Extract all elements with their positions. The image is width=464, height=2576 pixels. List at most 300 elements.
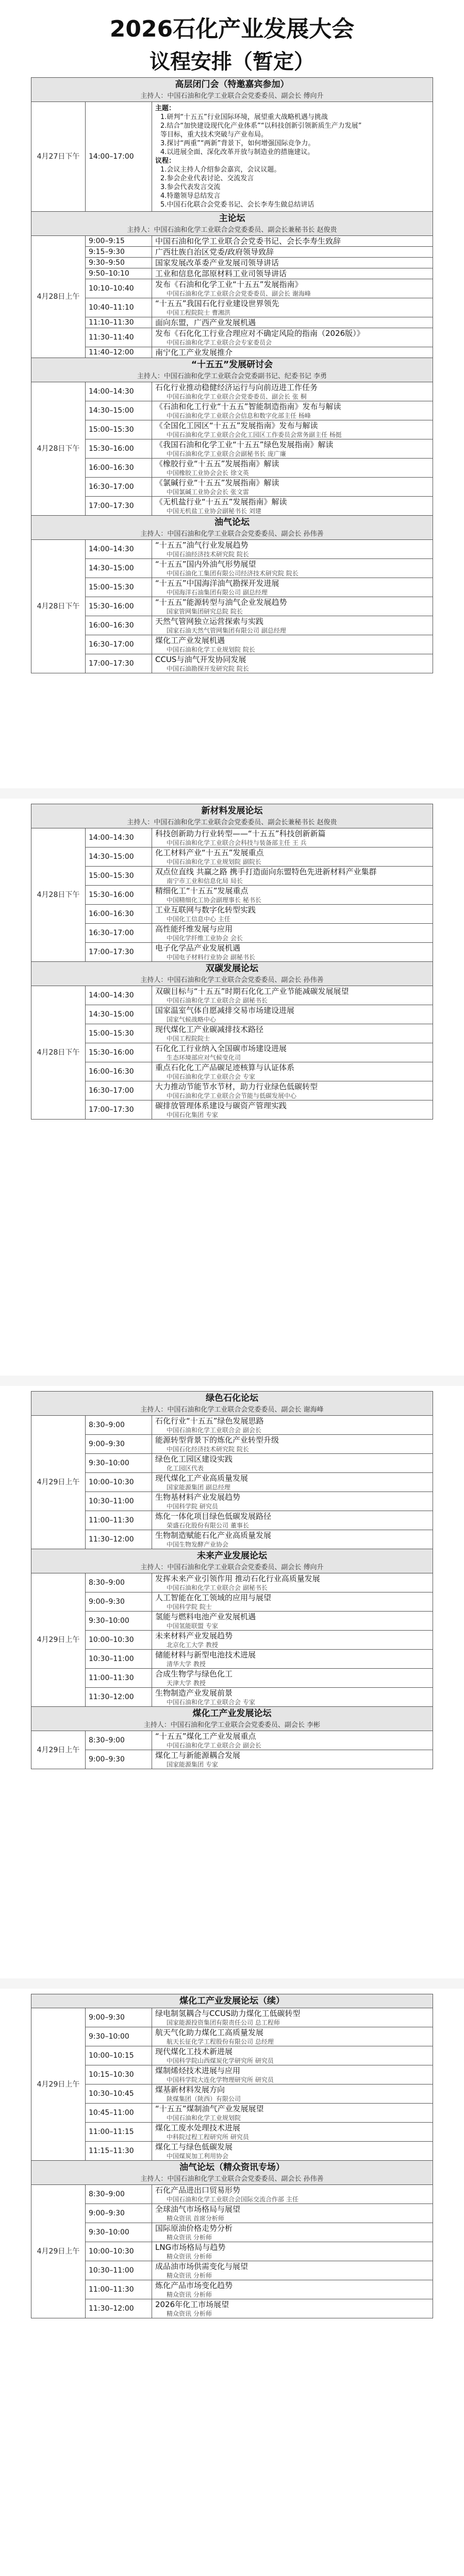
agenda-row — [31, 2123, 433, 2142]
session-time: 14:30–15:00 — [86, 1005, 152, 1024]
session-title: 炼化一体化项目绿色低碳发展路径 — [155, 1512, 272, 1521]
session-content — [152, 1416, 433, 1435]
session-title: 双碳目标与“十五五”时期石化化工产业节能减碳发展展望 — [155, 987, 349, 996]
section-title: 未来产业发展论坛 — [197, 1551, 267, 1561]
session-date: 4月28日下午 — [31, 828, 86, 962]
session-title: 《氯碱行业“十五五”发展指南》解读 — [155, 478, 279, 487]
theme-line: 2.结合“加快建设现代化产业体系”“以科技创新引领新质生产力发展” — [160, 122, 362, 130]
session-content — [152, 236, 433, 247]
agenda-row — [31, 540, 433, 559]
session-content — [152, 2280, 433, 2299]
speaker: 国家管网集团研究总院 院长 — [167, 608, 243, 615]
session-date: 4月28日上午 — [31, 236, 86, 358]
theme-line: 4.以进展全面、深化改革开放与制造业的措施建议。 — [160, 148, 314, 156]
session-content — [152, 943, 433, 962]
session-content — [152, 848, 433, 867]
session-time: 10:00–10:30 — [86, 1473, 152, 1492]
speaker: 中国石油和化学工业联合会 副会长 — [167, 1742, 261, 1749]
schedule-table — [31, 1994, 433, 2318]
speaker: 中国氯碱工业协会会长 张文雷 — [167, 488, 249, 496]
agenda-row — [31, 247, 433, 258]
speaker: 南宁市工业和信息化局 局长 — [167, 877, 243, 885]
session-title: “十五五”中国海洋油气勘探开发进展 — [155, 579, 279, 588]
agenda-row — [31, 1511, 433, 1530]
session-content — [152, 1592, 433, 1612]
session-title: “十五五”能源转型与油气企业发展趋势 — [155, 598, 287, 607]
speaker: 中国石油和化学工业规划院 — [167, 2114, 241, 2122]
agenda-row — [31, 459, 433, 478]
session-time: 9:50–10:10 — [86, 268, 152, 279]
speaker: 中国科学院 院士 — [167, 1603, 212, 1611]
agenda-row — [31, 1435, 433, 1454]
session-time: 16:00–16:30 — [86, 1062, 152, 1081]
session-title: 国家发展改革委产业发展司领导讲话 — [155, 258, 279, 267]
session-title: 石化化工行业纳入全国碳市场建设进展 — [155, 1044, 287, 1053]
session-title: 人工智能在化工领域的应用与展望 — [155, 1593, 272, 1602]
session-content — [152, 258, 433, 268]
session-content — [152, 540, 433, 559]
speaker: 中国石油和化学工业联合会党委委员、副会长 张 桐 — [167, 393, 307, 400]
agenda-row — [31, 2065, 433, 2084]
session-time: 14:30–15:00 — [86, 848, 152, 867]
section-title: 绿色石化论坛 — [206, 1393, 258, 1403]
session-time: 10:40–11:10 — [86, 298, 152, 317]
agenda-row — [31, 1573, 433, 1592]
session-content — [152, 1005, 433, 1024]
agenda-row — [31, 924, 433, 943]
session-content — [152, 2046, 433, 2065]
agenda-row — [31, 2084, 433, 2104]
session-content — [152, 2223, 433, 2242]
session-title: 生物基材料产业发展趋势 — [155, 1493, 241, 1502]
speaker: 中国科学院大连化学物理研究所 研究员 — [167, 2076, 274, 2083]
section-header — [31, 212, 433, 236]
session-date: 4月28日下午 — [31, 382, 86, 516]
agenda-row — [31, 439, 433, 459]
session-content — [152, 2204, 433, 2223]
session-title: 石化行业推动稳健经济运行与向前迈进工作任务 — [155, 383, 318, 392]
agenda-line: 2.参会企业代表讨论、交流发言 — [160, 175, 254, 182]
speaker: 国家能源投资集团有限责任公司 总工程师 — [167, 2019, 280, 2026]
session-time: 11:30–12:00 — [86, 1688, 152, 1707]
agenda-row — [31, 2008, 433, 2027]
session-title: 面向东盟，广西产业发展机遇 — [155, 318, 256, 327]
page-gap — [0, 1978, 464, 1989]
speaker: 国家能源集团 副总经理 — [167, 1484, 230, 1491]
session-title: 科技创新助力行业转型——“十五五”科技创新新篇 — [155, 829, 326, 838]
speaker: 中国化学纤维工业协会 会长 — [167, 935, 243, 942]
session-time: 16:00–16:30 — [86, 616, 152, 635]
session-title: 煤化工废水处理技术进展 — [155, 2123, 241, 2132]
session-title: 炼化产品市场变化趋势 — [155, 2281, 233, 2290]
section-host: 主持人：中国石油和化学工业联合会党委委员、副会长兼秘书长 赵俊贵 — [127, 819, 337, 826]
section-header — [31, 804, 433, 828]
session-content — [152, 1612, 433, 1631]
agenda-row — [31, 635, 433, 654]
agenda-row — [31, 478, 433, 497]
session-content — [152, 1024, 433, 1043]
agenda-row — [31, 986, 433, 1005]
session-time: 9:00–9:30 — [86, 1435, 152, 1454]
section-title: “十五五”发展研讨会 — [191, 360, 273, 370]
session-time: 9:30–10:00 — [86, 1454, 152, 1473]
session-time: 8:30–9:00 — [86, 2185, 152, 2204]
session-time: 10:00–10:30 — [86, 2242, 152, 2261]
section-host: 主持人：中国石油和化学工业联合会党委委员、副会长 孙伟善 — [140, 2175, 324, 2183]
session-time: 8:30–9:00 — [86, 1416, 152, 1435]
session-content — [152, 1081, 433, 1100]
theme-label: 主题： — [155, 105, 176, 112]
agenda-line: 3.参会代表发言交流 — [160, 183, 221, 191]
section-header-row — [31, 78, 433, 102]
agenda-row — [31, 258, 433, 268]
agenda-row — [31, 578, 433, 597]
session-title: 2026年化工市场展望 — [155, 2300, 229, 2309]
session-content — [152, 559, 433, 578]
session-title: 双点位直线 共赢之路 携手打造面向东盟特色先进新材料产业集群 — [155, 867, 377, 876]
session-content — [152, 1750, 433, 1769]
speaker: 中国石油和化学工业联合会科技与装备部主任 王 兵 — [167, 839, 307, 846]
session-content — [152, 1631, 433, 1650]
session-title: 电子化学品产业发展机遇 — [155, 943, 241, 953]
session-time: 9:00–9:30 — [86, 1750, 152, 1769]
session-date: 4月28日下午 — [31, 540, 86, 673]
agenda-row — [31, 2204, 433, 2223]
speaker: 中国化工信息中心 主任 — [167, 916, 230, 923]
agenda-row — [31, 654, 433, 673]
session-title: 《全国化工园区“十五五”发展指南》发布与解读 — [155, 421, 318, 430]
speaker: 中国石油勘探开发研究院 院长 — [167, 665, 249, 672]
session-content — [152, 867, 433, 886]
agenda-row — [31, 2104, 433, 2123]
speaker: 中国石化集团 专家 — [167, 1111, 218, 1118]
session-title: 精细化工“十五五”发展重点 — [155, 886, 248, 895]
section-title: 高层闭门会（特邀嘉宾参加） — [175, 79, 289, 90]
agenda-row — [31, 268, 433, 279]
session-title: 航天气化助力煤化工高质量发展 — [155, 2028, 264, 2037]
speaker: 中国工程院院士 曹湘洪 — [167, 309, 230, 316]
speaker: 中国电子材料行业协会 副秘书长 — [167, 954, 255, 961]
session-content — [152, 2008, 433, 2027]
session-time: 11:00–11:30 — [86, 1511, 152, 1530]
section-host: 主持人：中国石油和化学工业联合会党委委员、副会长 李彬 — [143, 1721, 321, 1729]
session-title: 煤制烯烃技术进展与应用 — [155, 2066, 241, 2075]
session-title: “十五五”煤化工产业发展重点 — [155, 1732, 256, 1741]
session-title: “十五五”国内外油气形势展望 — [155, 560, 256, 569]
session-time: 10:30–10:45 — [86, 2084, 152, 2104]
session-time: 10:45–11:00 — [86, 2104, 152, 2123]
session-title: “十五五”煤制油气产业发展展望 — [155, 2104, 264, 2113]
agenda-row — [31, 1669, 433, 1688]
speaker: 中国石油和化学工业联合会节能与低碳发展中心 — [167, 1092, 297, 1099]
session-time: 16:00–16:30 — [86, 459, 152, 478]
session-content — [152, 597, 433, 616]
agenda-row — [31, 347, 433, 358]
theme-line: 3.探讨“两重”“两新”背景下，如何增强国际竞争力。 — [160, 140, 315, 147]
session-time: 11:15–11:30 — [86, 2142, 152, 2161]
speaker: 荣盛石化股份有限公司 董事长 — [167, 1522, 249, 1529]
agenda-row — [31, 1100, 433, 1120]
session-time: 9:00–9:30 — [86, 1592, 152, 1612]
agenda-row — [31, 1631, 433, 1650]
speaker: 精众资讯 分析师 — [167, 2234, 212, 2241]
agenda-row — [31, 328, 433, 347]
session-date: 4月27日下午 — [31, 102, 86, 212]
section-host: 主持人：中国石油和化学工业联合会党委委员、副会长 谢海峰 — [140, 1406, 324, 1414]
session-title: 发布《石化化工行业合理应对不确定风险的指南（2026版）》 — [155, 329, 364, 338]
closed-meeting-content — [155, 102, 429, 211]
speaker: 国家气候战略中心 — [167, 1016, 217, 1023]
session-content — [152, 2065, 433, 2084]
session-content — [152, 578, 433, 597]
session-title: 石化行业“十五五”绿色发展思路 — [155, 1416, 264, 1426]
speaker: 化工园区代表 — [167, 1465, 204, 1472]
speaker: 精众资讯 分析师 — [167, 2291, 212, 2298]
session-content — [152, 401, 433, 420]
session-title: 煤基新材料发展方向 — [155, 2085, 225, 2094]
session-time: 15:30–16:00 — [86, 597, 152, 616]
schedule-table — [31, 1391, 433, 1769]
session-time: 9:30–10:00 — [86, 2223, 152, 2242]
section-host: 主持人：中国石油和化学工业联合会党委委员、副会长 孙伟善 — [140, 530, 324, 538]
session-time: 10:30–11:00 — [86, 2261, 152, 2280]
session-title: 南宁化工产业发展推介 — [155, 348, 233, 357]
session-content — [152, 247, 433, 258]
speaker: 精众资讯 分析师 — [167, 2272, 212, 2279]
agenda-row — [31, 1024, 433, 1043]
session-title: 工业和信息化部原材料工业司领导讲话 — [155, 269, 287, 278]
section-title: 煤化工产业发展论坛（续） — [179, 1996, 285, 2006]
section-header-row — [31, 1707, 433, 1731]
session-content — [152, 2185, 433, 2204]
session-title: 大力推动节能节水节材，助力行业绿色低碳转型 — [155, 1082, 318, 1091]
session-content — [152, 828, 433, 848]
speaker: 中国煤炭加工利用协会 — [167, 2153, 229, 2160]
session-title: 《我国石油和化学工业“十五五”绿色发展指南》解读 — [155, 440, 334, 449]
speaker: 中国石油和化学工业规划院 副院长 — [167, 858, 261, 866]
agenda-row — [31, 848, 433, 867]
agenda-label: 议程： — [155, 157, 176, 165]
session-time: 10:15–10:30 — [86, 2065, 152, 2084]
session-content — [152, 2084, 433, 2104]
session-title: 广西壮族自治区党委/政府领导致辞 — [155, 247, 274, 257]
speaker: 中国氢能联盟 专家 — [167, 1622, 218, 1630]
speaker: 精众资讯 分析师 — [167, 2310, 212, 2317]
speaker: 精众资讯 分析师 — [167, 2253, 212, 2260]
speaker: 中国石油和化学工业联合会化工园区工作委员会常务副主任 杨挺 — [167, 431, 342, 438]
session-content — [152, 1454, 433, 1473]
section-host: 主持人：中国石油和化学工业联合会党委委员、副会长兼秘书长 赵俊贵 — [127, 226, 337, 234]
session-time: 9:15–9:30 — [86, 247, 152, 258]
session-title: LNG市场格局与趋势 — [155, 2243, 226, 2252]
agenda-row — [31, 317, 433, 328]
document-subtitle: 议程安排（暂定） — [150, 50, 314, 74]
agenda-row — [31, 2280, 433, 2299]
session-time: 16:30–17:00 — [86, 635, 152, 654]
agenda-row — [31, 2299, 433, 2318]
session-title: 现代煤化工产业碳减排技术路径 — [155, 1025, 264, 1034]
session-time: 15:00–15:30 — [86, 1024, 152, 1043]
session-time: 11:40–12:00 — [86, 347, 152, 358]
session-title: 重点石化化工产品碳足迹核算与认证体系 — [155, 1063, 295, 1072]
session-content — [152, 268, 433, 279]
session-title: 氢能与燃料电池产业发展机遇 — [155, 1612, 256, 1621]
speaker: 中国石油化工集团有限公司经济技术研究院 院长 — [167, 570, 299, 577]
session-content — [152, 317, 433, 328]
speaker: 精众资讯 首席分析师 — [167, 2215, 224, 2222]
session-content — [152, 478, 433, 497]
section-header-row — [31, 962, 433, 986]
speaker: 国家石油天然气管网集团有限公司 副总经理 — [167, 627, 286, 634]
session-title: 现代煤化工技术新进展 — [155, 2047, 233, 2056]
session-content — [152, 2299, 433, 2318]
session-title: 国际原油价格走势分析 — [155, 2224, 233, 2233]
session-title: “十五五”油气行业发展趋势 — [155, 540, 248, 550]
session-time: 16:30–17:00 — [86, 1081, 152, 1100]
session-content — [152, 328, 433, 347]
session-title: 《石油和化工行业“十五五”智能制造指南》发布与解读 — [155, 402, 341, 411]
session-title: 生物制造产业发展前景 — [155, 1688, 233, 1698]
section-header — [31, 516, 433, 540]
speaker: 航天长征化学工程股份有限公司 总经理 — [167, 2038, 274, 2045]
section-header-row — [31, 358, 433, 382]
session-content — [152, 1530, 433, 1549]
session-content — [152, 1731, 433, 1750]
session-content — [152, 905, 433, 924]
session-title: 煤化工与绿色低碳发展 — [155, 2142, 233, 2151]
speaker: 中国石油和化学工业联合会国际交流合作部 主任 — [167, 2196, 299, 2203]
session-title: 《橡胶行业“十五五”发展指南》解读 — [155, 459, 279, 468]
agenda-row — [31, 2185, 433, 2204]
section-header-row — [31, 1549, 433, 1573]
session-content — [152, 2027, 433, 2046]
agenda-row — [31, 1731, 433, 1750]
session-time: 17:00–17:30 — [86, 1100, 152, 1120]
section-header — [31, 2161, 433, 2185]
session-title: 发布《石油和化学工业“十五五”发展指南》 — [155, 280, 303, 289]
speaker: 中国精细化工协会副理事长 秘书长 — [167, 896, 261, 904]
session-content — [152, 1062, 433, 1081]
session-title: 国家温室气体自愿减排交易市场建设进展 — [155, 1006, 295, 1015]
session-content — [152, 886, 433, 905]
session-time: 11:30–11:40 — [86, 328, 152, 347]
session-time: 10:10–10:40 — [86, 279, 152, 298]
agenda-row — [31, 1043, 433, 1062]
session-time: 15:00–15:30 — [86, 867, 152, 886]
session-time: 9:00–9:30 — [86, 2204, 152, 2223]
agenda-row — [31, 2261, 433, 2280]
schedule-table — [31, 77, 433, 673]
section-header — [31, 1392, 433, 1416]
speaker: 北京化工大学 教授 — [167, 1641, 218, 1649]
page-gap — [0, 788, 464, 799]
session-content — [152, 1492, 433, 1511]
speaker: 中国石油和化学工业规划院 院长 — [167, 646, 255, 653]
session-date: 4月29日上午 — [31, 1416, 86, 1549]
section-header — [31, 1994, 433, 2008]
session-title: 发挥未来产业引领作用 推动石化行业高质量发展 — [155, 1574, 320, 1583]
agenda-row — [31, 1688, 433, 1707]
session-content — [152, 497, 433, 516]
session-time: 14:30–15:00 — [86, 559, 152, 578]
session-content — [152, 2104, 433, 2123]
session-time: 11:10–11:30 — [86, 317, 152, 328]
session-title: 未来材料产业发展趋势 — [155, 1631, 233, 1640]
agenda-row — [31, 1612, 433, 1631]
session-content — [152, 1435, 433, 1454]
speaker: 中国石油和化学工业联合会党委委员、副会长 谢海峰 — [167, 290, 311, 297]
agenda-row — [31, 616, 433, 635]
session-date: 4月29日上午 — [31, 1573, 86, 1707]
session-title: 现代煤化工产业高质量发展 — [155, 1473, 248, 1483]
page-gap — [0, 1376, 464, 1386]
session-time: 10:30–11:00 — [86, 1492, 152, 1511]
session-content — [152, 2123, 433, 2142]
session-content — [152, 986, 433, 1005]
session-time: 15:30–16:00 — [86, 886, 152, 905]
session-content — [152, 924, 433, 943]
session-time: 9:30–9:50 — [86, 258, 152, 268]
session-content — [152, 635, 433, 654]
session-time: 15:00–15:30 — [86, 420, 152, 439]
speaker: 陕煤集团（陕西）有限公司 — [167, 2095, 241, 2103]
session-content — [152, 347, 433, 358]
session-title: 生物制造赋能石化产业高质量发展 — [155, 1531, 272, 1540]
section-title: 主论坛 — [219, 213, 245, 224]
speaker: 中国石化经济技术研究院 院长 — [167, 1446, 249, 1453]
session-content — [152, 1473, 433, 1492]
session-content — [152, 279, 433, 298]
speaker: 生态环境部应对气候变化司 — [167, 1054, 241, 1061]
session-time: 14:00–14:30 — [86, 382, 152, 401]
session-content — [152, 1669, 433, 1688]
agenda-row — [31, 1416, 433, 1435]
session-title: 煤化工与新能源耦合发展 — [155, 1751, 241, 1760]
section-header — [31, 358, 433, 382]
section-host: 主持人：中国石油和化学工业联合会党委委员、副会长 傅向升 — [140, 1564, 324, 1571]
session-time: 8:30–9:00 — [86, 1731, 152, 1750]
speaker: 清华大学 教授 — [167, 1660, 206, 1668]
agenda-row — [31, 2223, 433, 2242]
agenda-row — [31, 943, 433, 962]
session-title: 中国石油和化学工业联合会党委书记、会长李寿生致辞 — [155, 236, 341, 246]
section-title: 油气论坛（精众资讯专场） — [179, 2162, 285, 2173]
session-time: 11:00–11:30 — [86, 2280, 152, 2299]
session-content — [152, 2261, 433, 2280]
section-title: 油气论坛 — [214, 517, 250, 528]
session-title: 成品油市场供需变化与展望 — [155, 2262, 248, 2271]
section-title: 煤化工产业发展论坛 — [192, 1708, 272, 1719]
session-time: 10:00–10:30 — [86, 1631, 152, 1650]
session-time: 14:00–14:30 — [86, 986, 152, 1005]
session-time: 10:00–10:15 — [86, 2046, 152, 2065]
session-date: 4月29日上午 — [31, 1731, 86, 1769]
session-content — [152, 102, 433, 212]
section-header — [31, 962, 433, 986]
section-header-row — [31, 2161, 433, 2185]
agenda-row — [31, 886, 433, 905]
speaker: 中国石油和化学工业联合会 副秘书长 — [167, 997, 268, 1004]
agenda-row — [31, 1592, 433, 1612]
agenda-row — [31, 298, 433, 317]
speaker: 天津大学 教授 — [167, 1680, 206, 1687]
session-title: 《无机盐行业“十五五”发展指南》解读 — [155, 497, 287, 506]
session-time: 11:30–12:00 — [86, 2299, 152, 2318]
theme-line: 等目标，重大技术突破与产业布局。 — [160, 131, 268, 139]
agenda-row — [31, 1005, 433, 1024]
session-time: 17:00–17:30 — [86, 497, 152, 516]
session-content — [152, 439, 433, 459]
